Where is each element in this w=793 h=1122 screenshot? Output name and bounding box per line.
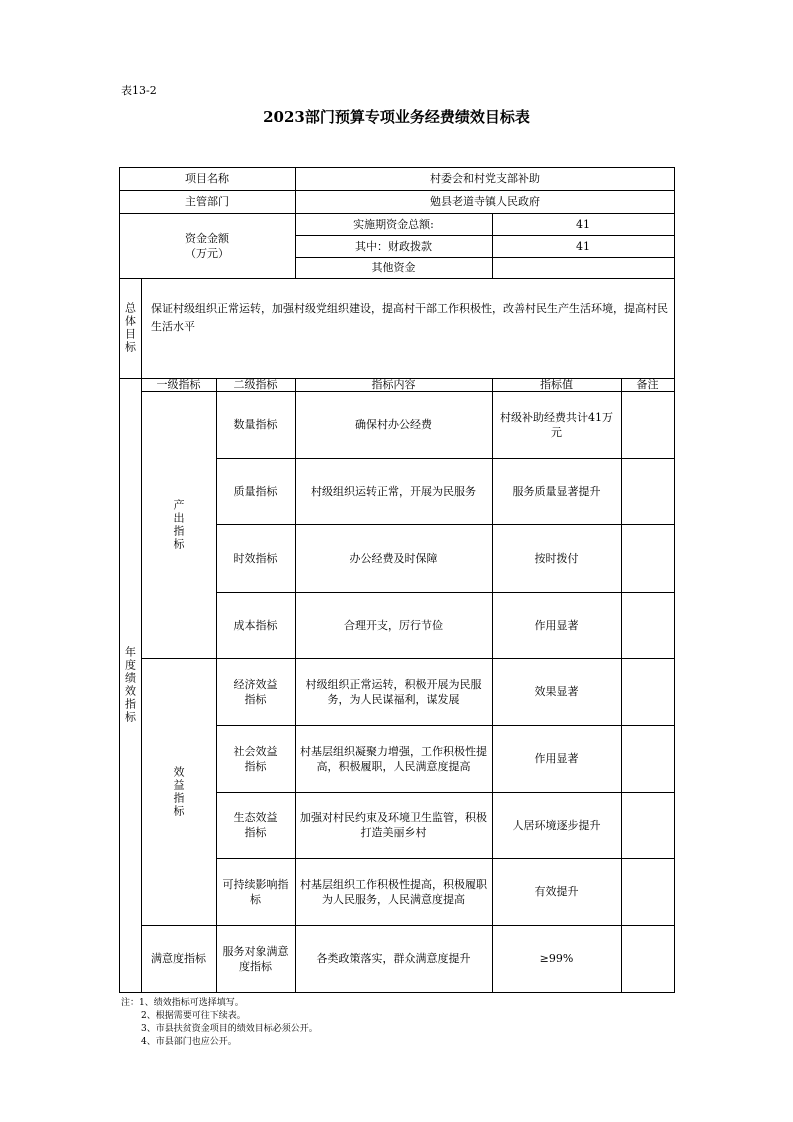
dept-label: 主管部门 <box>185 195 229 208</box>
indicator-value: 人居环境逐步提升 <box>512 818 601 832</box>
level2-indicator: 服务对象满意度指标 <box>222 944 289 973</box>
total-fund-label: 实施期资金总额: <box>353 217 434 231</box>
project-name-value: 村委会和村党支部补助 <box>430 172 540 185</box>
level1-satisfaction: 满意度指标 <box>151 952 206 965</box>
level2-indicator: 经济效益指标 <box>233 677 278 706</box>
indicator-value: 效果显著 <box>534 685 579 698</box>
other-fund-label: 其他资金 <box>371 261 416 274</box>
overall-objective-text: 保证村级组织正常运转，加强村级党组织建设，提高村干部工作积极性，改善村民生产生活环境，提高村民生活水平 <box>151 302 668 333</box>
indicator-value: 服务质量显著提升 <box>512 484 601 498</box>
level2-indicator: 质量指标 <box>233 484 278 498</box>
column-header: 二级指标 <box>233 378 278 391</box>
total-fund-value: 41 <box>576 217 590 231</box>
indicator-value: 作用显著 <box>534 752 579 765</box>
level2-indicator: 数量指标 <box>233 418 278 431</box>
indicator-content: 各类政策落实，群众满意度提升 <box>316 952 471 965</box>
fund-label: 资金金额 （万元） <box>185 231 229 260</box>
level2-indicator: 生态效益指标 <box>233 811 278 839</box>
column-header: 备注 <box>636 378 659 391</box>
indicator-value: 作用显著 <box>534 618 579 632</box>
fiscal-fund-label: 其中：财政拨款 <box>355 239 432 253</box>
footnote: 4、市县部门也应公开。 <box>141 1037 237 1047</box>
annual-indicator-label: 年度绩效指标 <box>123 646 137 724</box>
indicator-content: 确保村办公经费 <box>355 418 432 431</box>
level2-indicator: 可持续影响指标 <box>222 877 289 906</box>
other-fund-value <box>492 257 674 278</box>
indicator-content: 村基层组织工作积极性提高，积极履职为人民服务，人民满意度提高 <box>300 877 487 906</box>
column-header: 一级指标 <box>156 378 201 391</box>
footnote: 2、根据需要可往下续表。 <box>141 1011 246 1021</box>
column-header: 指标值 <box>540 378 573 391</box>
indicator-content: 村级组织正常运转，积极开展为民服务，为人民谋福利，谋发展 <box>305 677 482 706</box>
level2-indicator: 成本指标 <box>233 618 278 632</box>
level2-indicator: 社会效益指标 <box>233 744 278 773</box>
level2-indicator: 时效指标 <box>233 551 278 565</box>
overall-objective-label: 总体目标 <box>123 302 137 354</box>
page-title: 2023部门预算专项业务经费绩效目标表 <box>263 108 530 126</box>
indicator-content: 办公经费及时保障 <box>349 551 438 565</box>
indicator-value: 村级补助经费共计41万元 <box>500 410 613 439</box>
indicator-value: 按时拨付 <box>534 551 579 565</box>
fiscal-fund-value: 41 <box>576 239 590 253</box>
footnote: 3、市县扶贫资金项目的绩效目标必须公开。 <box>141 1024 318 1034</box>
dept-value: 勉县老道寺镇人民政府 <box>430 195 540 208</box>
indicator-content: 村级组织运转正常，开展为民服务 <box>311 484 476 498</box>
indicator-content: 村基层组织凝聚力增强，工作积极性提高，积极履职，人民满意度提高 <box>300 744 487 773</box>
column-header: 指标内容 <box>371 378 416 391</box>
indicator-value: 有效提升 <box>534 885 579 898</box>
indicator-content: 加强对村民约束及环境卫生监管，积极打造美丽乡村 <box>300 811 487 839</box>
project-name-label: 项目名称 <box>185 172 229 185</box>
form-code: 表13-2 <box>121 84 157 97</box>
indicator-value: ≥99% <box>539 952 574 965</box>
level1-output: 产出指标 <box>172 498 185 551</box>
indicator-content: 合理开支，厉行节俭 <box>344 618 443 632</box>
footnote: 注：1、绩效指标可选择填写。 <box>121 998 244 1008</box>
level1-benefit: 效益指标 <box>172 765 185 818</box>
